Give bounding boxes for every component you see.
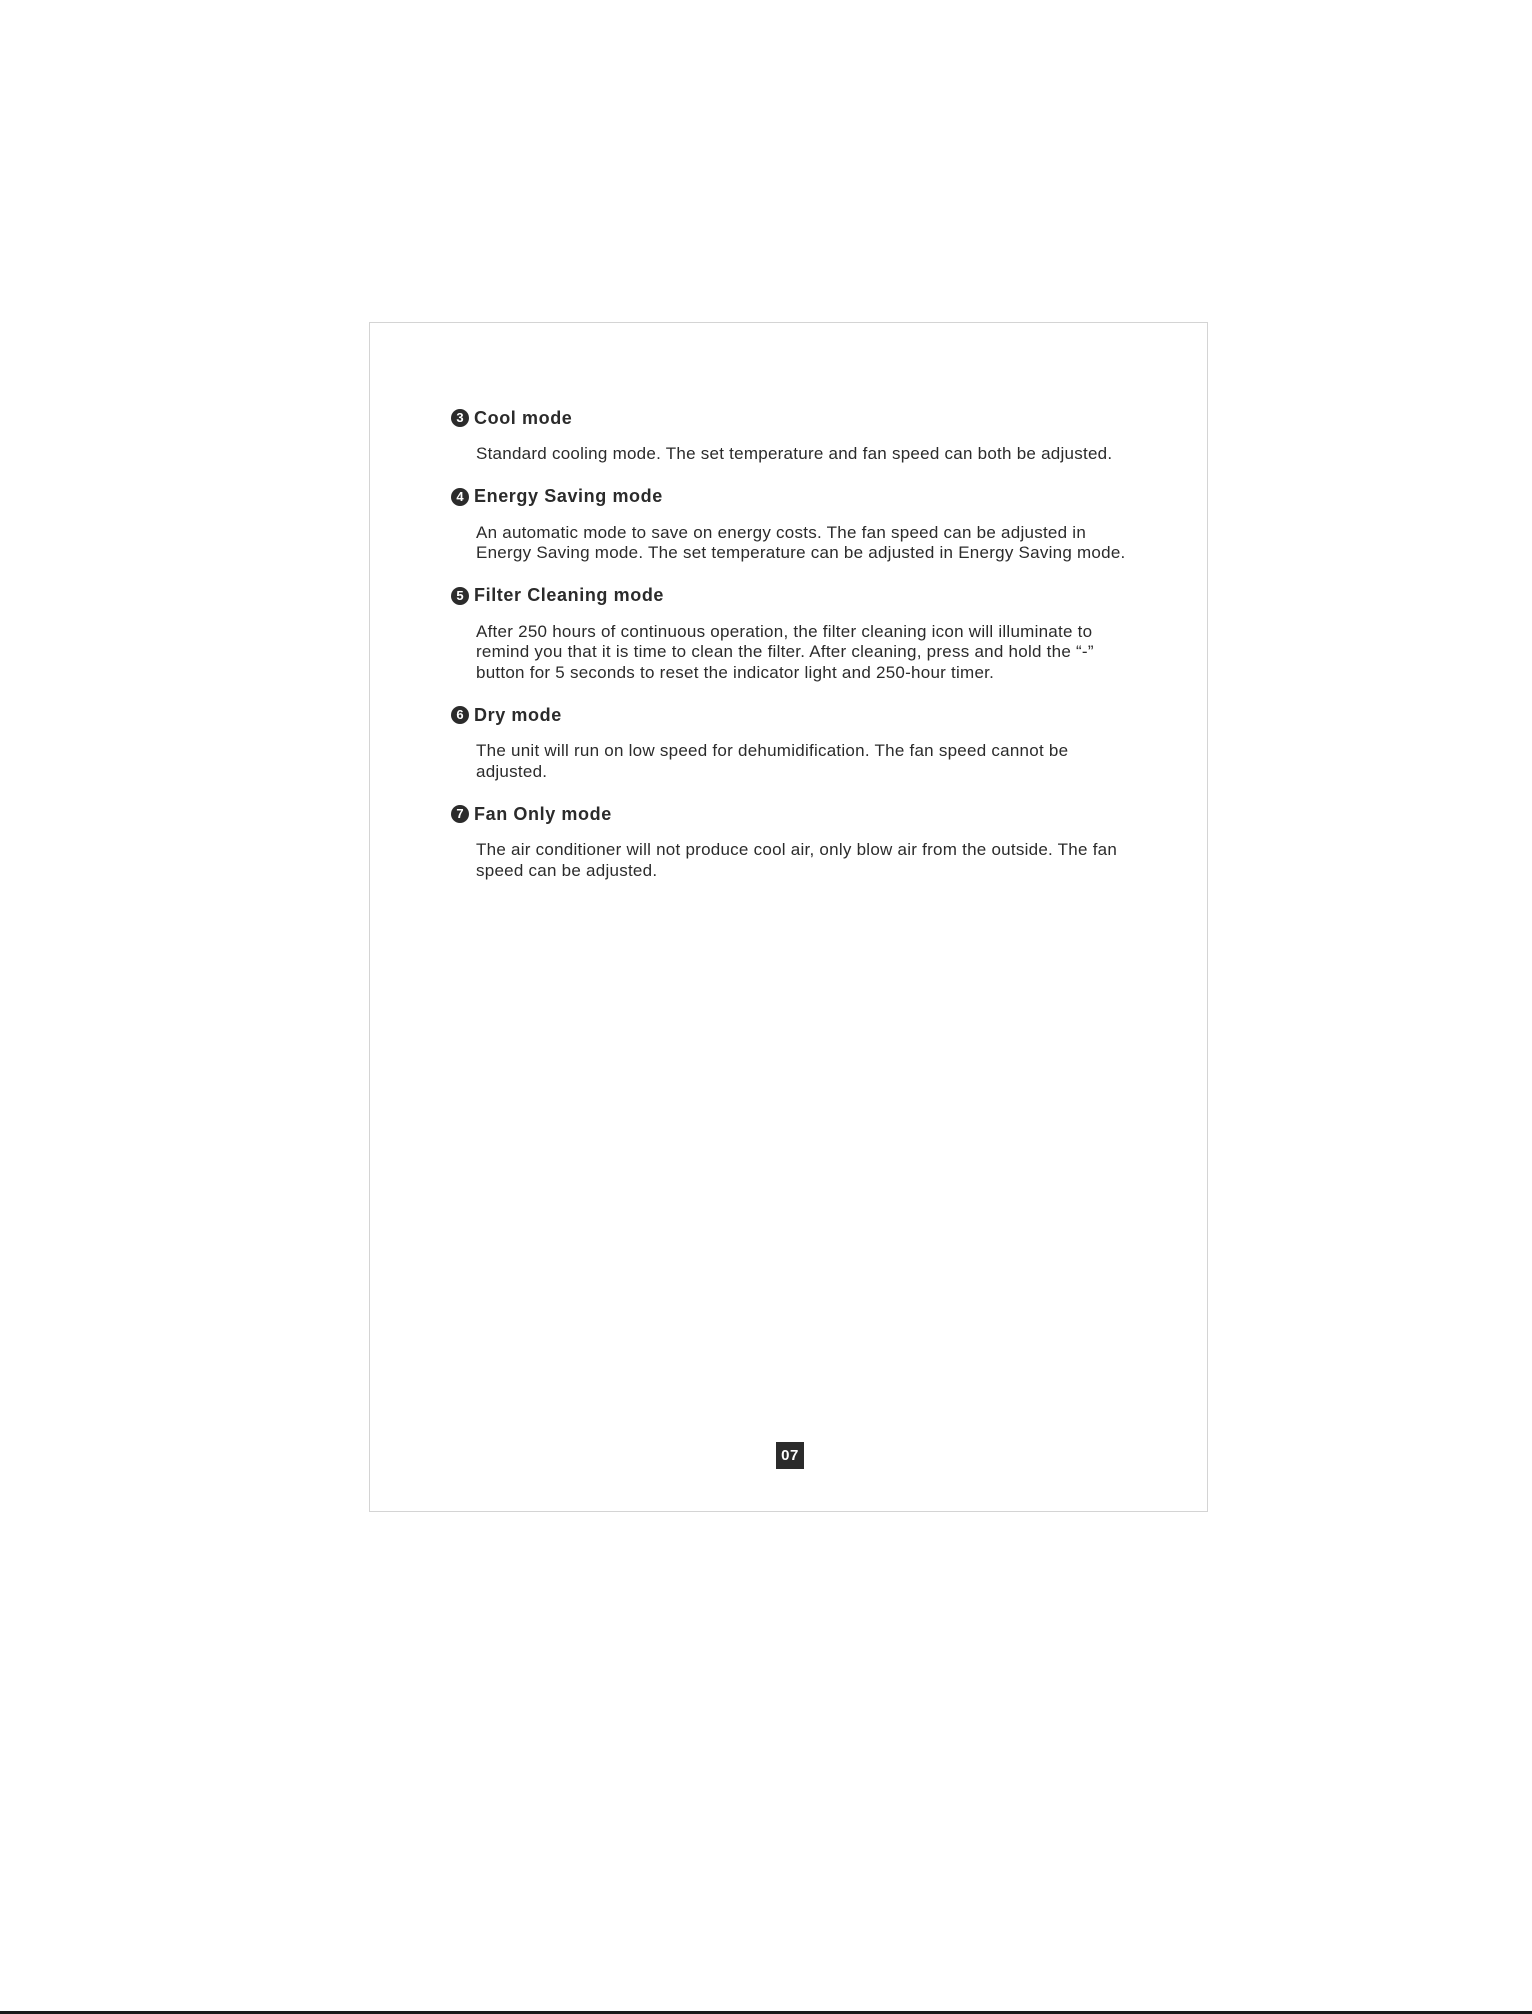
section-title: Filter Cleaning mode <box>474 585 665 605</box>
section-number-badge: 6 <box>451 706 469 724</box>
section-number-badge: 7 <box>451 805 469 823</box>
section-energy-saving-mode <box>451 485 1141 564</box>
section-number-badge: 4 <box>451 488 469 506</box>
section-number-badge: 3 <box>451 409 469 427</box>
section-body: After 250 hours of continuous operation, the filter cleaning icon will illuminate to remind you that it is time to clean the filter. After cleaning, press and hold the “-” button for 5 seconds to reset the indicator light and 250-hour timer. <box>476 621 1094 682</box>
section-number-badge: 5 <box>451 587 469 605</box>
section-body: The unit will run on low speed for dehumidification. The fan speed cannot be adjusted. <box>476 741 1069 781</box>
section-title: Dry mode <box>474 704 562 725</box>
section-cool-mode <box>451 406 1141 465</box>
section-title: Energy Saving mode <box>474 486 663 506</box>
section-dry-mode <box>451 703 1141 782</box>
section-heading <box>451 406 1141 430</box>
section-heading <box>451 703 1141 727</box>
section-title: Cool mode <box>474 407 573 428</box>
section-heading <box>451 802 1141 826</box>
section-heading <box>451 584 1141 608</box>
section-fan-only-mode <box>451 802 1141 881</box>
page-content <box>451 406 1141 901</box>
section-body: The air conditioner will not produce cool air, only blow air from the outside. The fan speed can be adjusted. <box>476 840 1118 880</box>
section-filter-cleaning-mode <box>451 584 1141 684</box>
section-body: Standard cooling mode. The set temperature and fan speed can both be adjusted. <box>476 444 1113 463</box>
page-number-badge: 07 <box>776 1442 804 1469</box>
section-body: An automatic mode to save on energy costs. The fan speed can be adjusted in Energy Saving mode. The set temperature can be adjusted in Energy Saving mode. <box>476 522 1126 562</box>
section-title: Fan Only mode <box>474 803 612 824</box>
section-heading <box>451 485 1141 509</box>
